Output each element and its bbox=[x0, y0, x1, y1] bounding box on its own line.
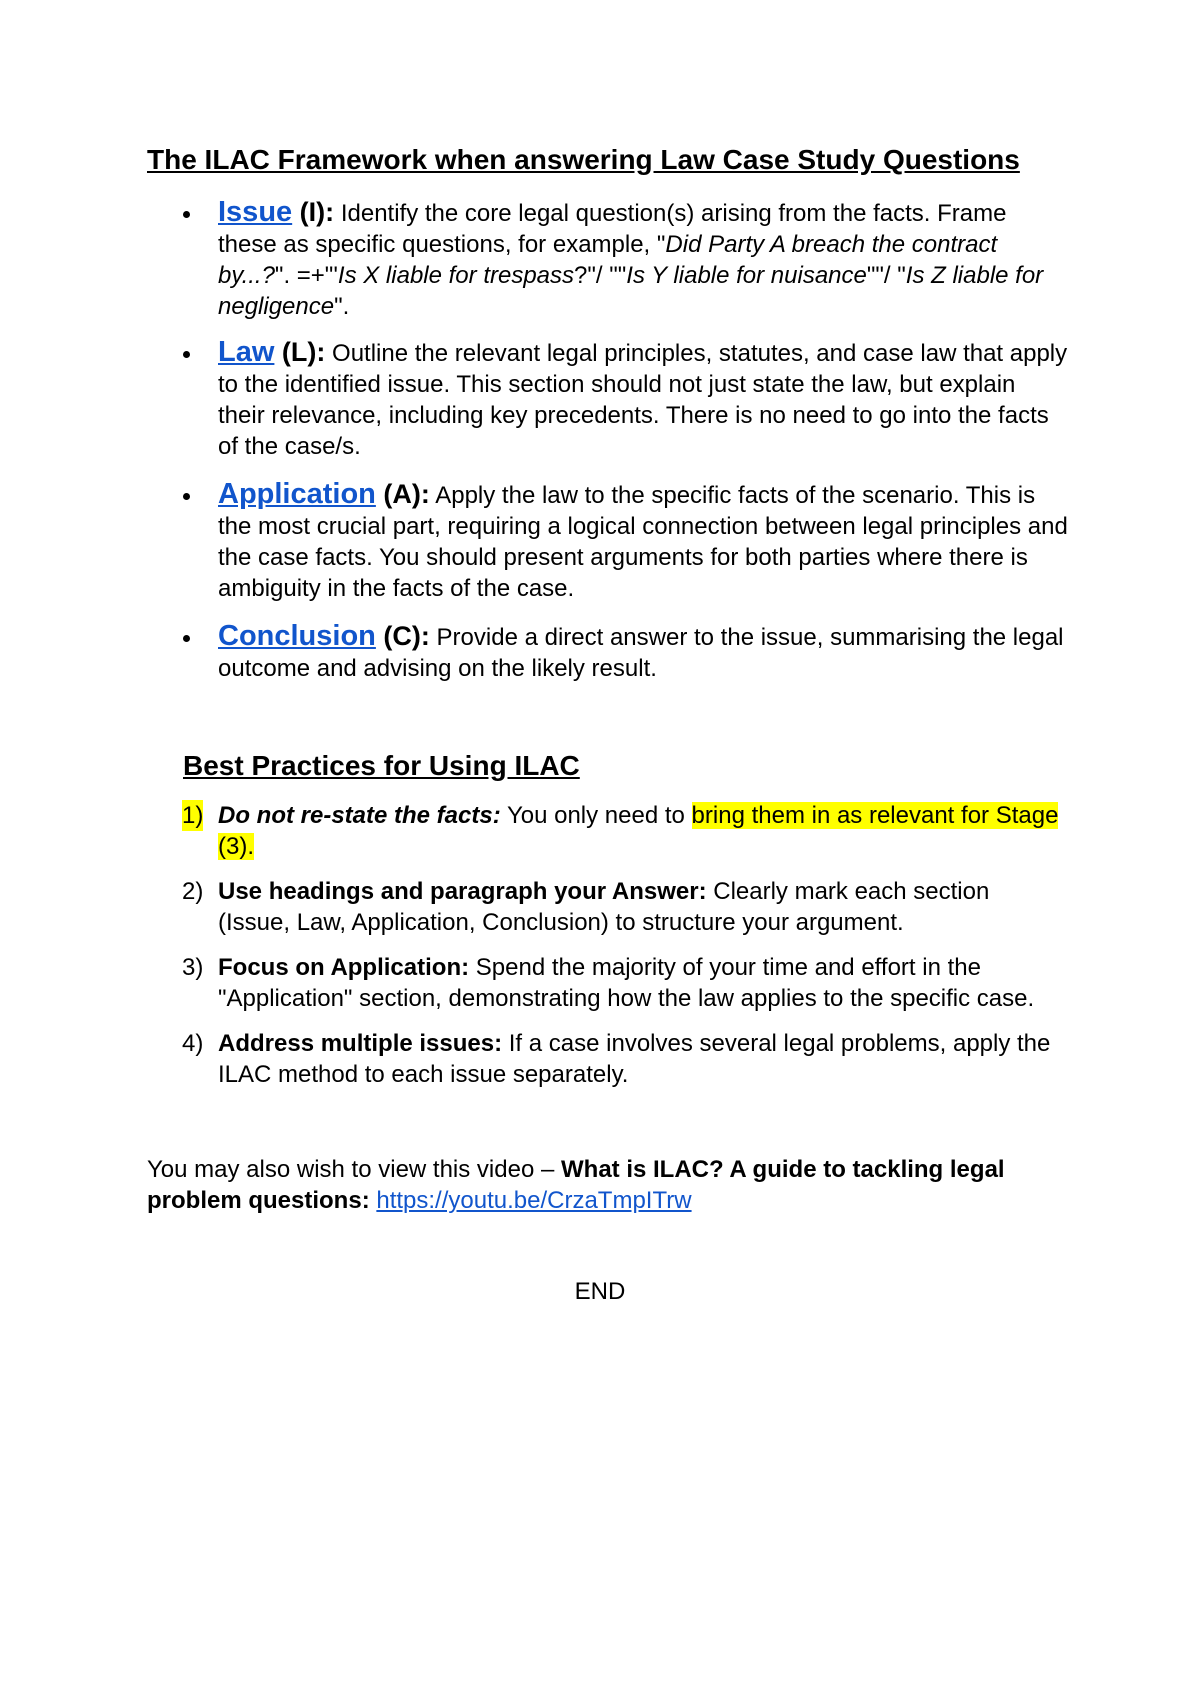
video-intro: You may also wish to view this video – bbox=[147, 1156, 561, 1183]
term-application: Application bbox=[218, 478, 376, 510]
practice-item bbox=[182, 800, 1068, 862]
issue-example-4: Is Z liable for negligence bbox=[218, 262, 1044, 320]
best-practices-heading: Best Practices for Using ILAC bbox=[183, 750, 580, 781]
bullet-dot-icon bbox=[183, 493, 190, 500]
issue-sep-3: ""/ " bbox=[866, 262, 906, 289]
practice-number: 2) bbox=[182, 878, 204, 905]
term-issue: Issue bbox=[218, 196, 293, 228]
abbr-issue: (I): bbox=[292, 197, 335, 227]
bullet-dot-icon bbox=[183, 211, 190, 218]
issue-sep-1: ". =+"' bbox=[274, 262, 338, 289]
conclusion-text: Provide a direct answer to the issue, summarising the legal outcome and advising on the likely result. bbox=[218, 624, 1064, 682]
practice-number: 4) bbox=[182, 1030, 204, 1057]
practice-text: You only need to bbox=[500, 802, 692, 829]
term-conclusion: Conclusion bbox=[218, 620, 376, 652]
bullet-conclusion bbox=[218, 621, 1068, 684]
bullet-law bbox=[218, 337, 1068, 462]
issue-sep-4: ". bbox=[334, 293, 350, 320]
practice-lead: Address multiple issues: bbox=[218, 1030, 503, 1057]
practice-number: 3) bbox=[182, 954, 204, 981]
abbr-law: (L): bbox=[274, 337, 326, 367]
practice-item bbox=[182, 1028, 1068, 1090]
practice-highlight: bring them in as relevant for Stage (3). bbox=[218, 802, 1059, 860]
end-marker: END bbox=[574, 1278, 626, 1305]
law-text: Outline the relevant legal principles, statutes, and case law that apply to the identified issue. This section should not just state the law, but explain their relevance, including key precedents. There is no need to go into the facts of the case/s. bbox=[218, 340, 1068, 460]
video-link[interactable]: https://youtu.be/CrzaTmpITrw bbox=[376, 1187, 692, 1214]
practice-item bbox=[182, 952, 1068, 1014]
practice-text: Clearly mark each section (Issue, Law, Application, Conclusion) to structure your argument. bbox=[218, 878, 990, 936]
video-title: What is ILAC? A guide to tackling legal problem questions: bbox=[147, 1156, 1005, 1214]
issue-example-3: Is Y liable for nuisance bbox=[626, 262, 867, 289]
bullet-dot-icon bbox=[183, 635, 190, 642]
practice-item bbox=[182, 876, 1068, 938]
issue-text: Identify the core legal question(s) arising from the facts. Frame these as specific questions, for example, " bbox=[218, 200, 1007, 258]
practice-lead: Focus on Application: bbox=[218, 954, 470, 981]
issue-example-2: Is X liable for trespass bbox=[337, 262, 575, 289]
practice-text: If a case involves several legal problems, apply the ILAC method to each issue separately. bbox=[218, 1030, 1051, 1088]
practice-lead: Do not re-state the facts: bbox=[218, 802, 501, 829]
issue-example-1: Did Party A breach the contract by...? bbox=[218, 231, 998, 289]
abbr-application: (A): bbox=[375, 479, 430, 509]
bullet-dot-icon bbox=[183, 351, 190, 358]
term-law: Law bbox=[218, 336, 275, 368]
bullet-application bbox=[218, 479, 1068, 604]
practice-number: 1) bbox=[182, 802, 204, 829]
bullet-issue bbox=[218, 197, 1068, 322]
practice-text: Spend the majority of your time and effort in the "Application" section, demonstrating how the law applies to the specific case. bbox=[218, 954, 1035, 1012]
application-text: Apply the law to the specific facts of the scenario. This is the most crucial part, requiring a logical connection between legal principles and the case facts. You should present arguments for both parties where there is ambiguity in the facts of the case. bbox=[218, 482, 1068, 602]
abbr-conclusion: (C): bbox=[375, 621, 430, 651]
practice-lead: Use headings and paragraph your Answer: bbox=[218, 878, 707, 905]
video-paragraph bbox=[147, 1154, 1067, 1216]
document-title: The ILAC Framework when answering Law Case Study Questions bbox=[147, 144, 1020, 175]
issue-sep-2: ?"/ "" bbox=[574, 262, 627, 289]
